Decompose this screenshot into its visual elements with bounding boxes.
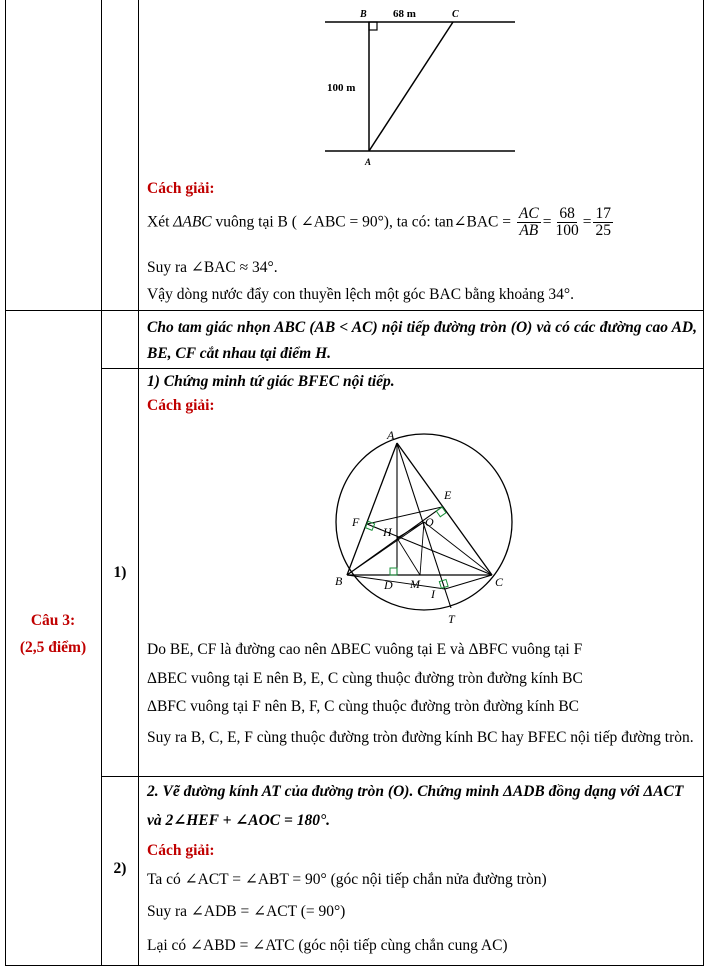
fraction-68-100: $\frac{68}{100}$ xyxy=(555,205,579,240)
solution-line-1: Xét ΔABC vuông tại B ( ∠ABC = 90°), ta có: tan∠BAC = $\frac{AC}{AB}$ = $\frac{68}{100}$ = $\frac{17}{25}$ xyxy=(147,205,611,240)
solution-line-2: Suy ra ∠BAC ≈ 34°. xyxy=(147,259,278,276)
part-2-line-1: Ta có ∠ACT = ∠ABT = 90° (góc nội tiếp chắn nửa đường tròn) xyxy=(147,871,547,888)
label-m: M xyxy=(410,577,420,591)
part-2-title-a: 2. Vẽ đường kính AT của đường tròn (O). Chứng minh ΔADB đồng dạng với ΔACT xyxy=(147,783,684,800)
segment-hm xyxy=(397,538,420,575)
side-ab xyxy=(347,443,397,575)
segment-oc xyxy=(424,522,492,575)
right-angle-d xyxy=(390,568,397,575)
part-1-title: 1) Chứng minh tứ giác BFEC nội tiếp. xyxy=(147,373,395,390)
height-label: 100 m xyxy=(327,82,356,94)
label-i: I xyxy=(431,587,435,601)
width-label: 68 m xyxy=(393,8,416,20)
row-divider-prompt xyxy=(101,368,704,369)
question-3-points: (2,5 điểm) xyxy=(19,639,87,656)
part-1-number: 1) xyxy=(113,564,127,581)
river-figure xyxy=(320,0,520,172)
row-divider-q3 xyxy=(5,310,704,311)
label-a: A xyxy=(365,157,372,167)
question-3-prompt: Cho tam giác nhọn ABC (AB < AC) nội tiếp đường tròn (O) và có các đường cao AD, BE, CF cắt nhau tại điểm H. xyxy=(147,319,697,362)
part-1-solution-label: Cách giải: xyxy=(147,397,215,414)
label-d: D xyxy=(384,578,393,592)
part-2-solution-label: Cách giải: xyxy=(147,842,215,859)
fraction-ac-ab: $\frac{AC}{AB}$ xyxy=(518,205,539,240)
table-col-divider-2 xyxy=(138,0,139,966)
solution-label: Cách giải: xyxy=(147,180,215,197)
table-col-divider-1 xyxy=(101,0,102,966)
label-t: T xyxy=(448,612,455,626)
row-divider-part2 xyxy=(101,776,704,777)
label-h: H xyxy=(383,525,392,539)
table-border-left xyxy=(5,0,6,966)
label-o: O xyxy=(425,515,434,529)
part-1-line-1: Do BE, CF là đường cao nên ΔBEC vuông tại E và ΔBFC vuông tại F xyxy=(147,641,583,658)
segment-ac xyxy=(369,22,453,151)
part-2-number: 2) xyxy=(113,860,127,877)
fraction-17-25: $\frac{17}{25}$ xyxy=(595,205,611,240)
question-3-label: Câu 3: xyxy=(30,612,76,629)
label-b: B xyxy=(360,9,367,20)
label-a: A xyxy=(387,428,395,442)
label-e: E xyxy=(444,488,452,502)
segment-om xyxy=(420,522,424,575)
geometry-figure xyxy=(325,425,525,630)
part-2-title-b: và 2∠HEF + ∠AOC = 180°. xyxy=(147,812,331,829)
label-c: C xyxy=(495,575,504,589)
solution-line-3: Vậy dòng nước đẩy con thuyền lệch một góc BAC bằng khoảng 34°. xyxy=(147,286,575,303)
part-1-line-4: Suy ra B, C, E, F cùng thuộc đường tròn đường kính BC hay BFEC nội tiếp đường tròn. xyxy=(147,729,694,746)
label-b: B xyxy=(335,574,343,588)
part-1-line-3: ΔBFC vuông tại F nên B, F, C cùng thuộc đường tròn đường kính BC xyxy=(147,698,580,715)
right-angle-marker xyxy=(369,22,377,30)
label-f: F xyxy=(352,515,360,529)
table-border-right xyxy=(703,0,704,966)
part-2-line-3: Lại có ∠ABD = ∠ATC (góc nội tiếp cùng chắn cung AC) xyxy=(147,937,508,954)
part-2-line-2: Suy ra ∠ADB = ∠ACT (= 90°) xyxy=(147,903,346,920)
part-1-line-2: ΔBEC vuông tại E nên B, E, C cùng thuộc đường tròn đường kính BC xyxy=(147,670,583,687)
table-border-bottom xyxy=(5,965,704,966)
label-c: C xyxy=(452,9,459,20)
segment-ti xyxy=(445,575,492,589)
